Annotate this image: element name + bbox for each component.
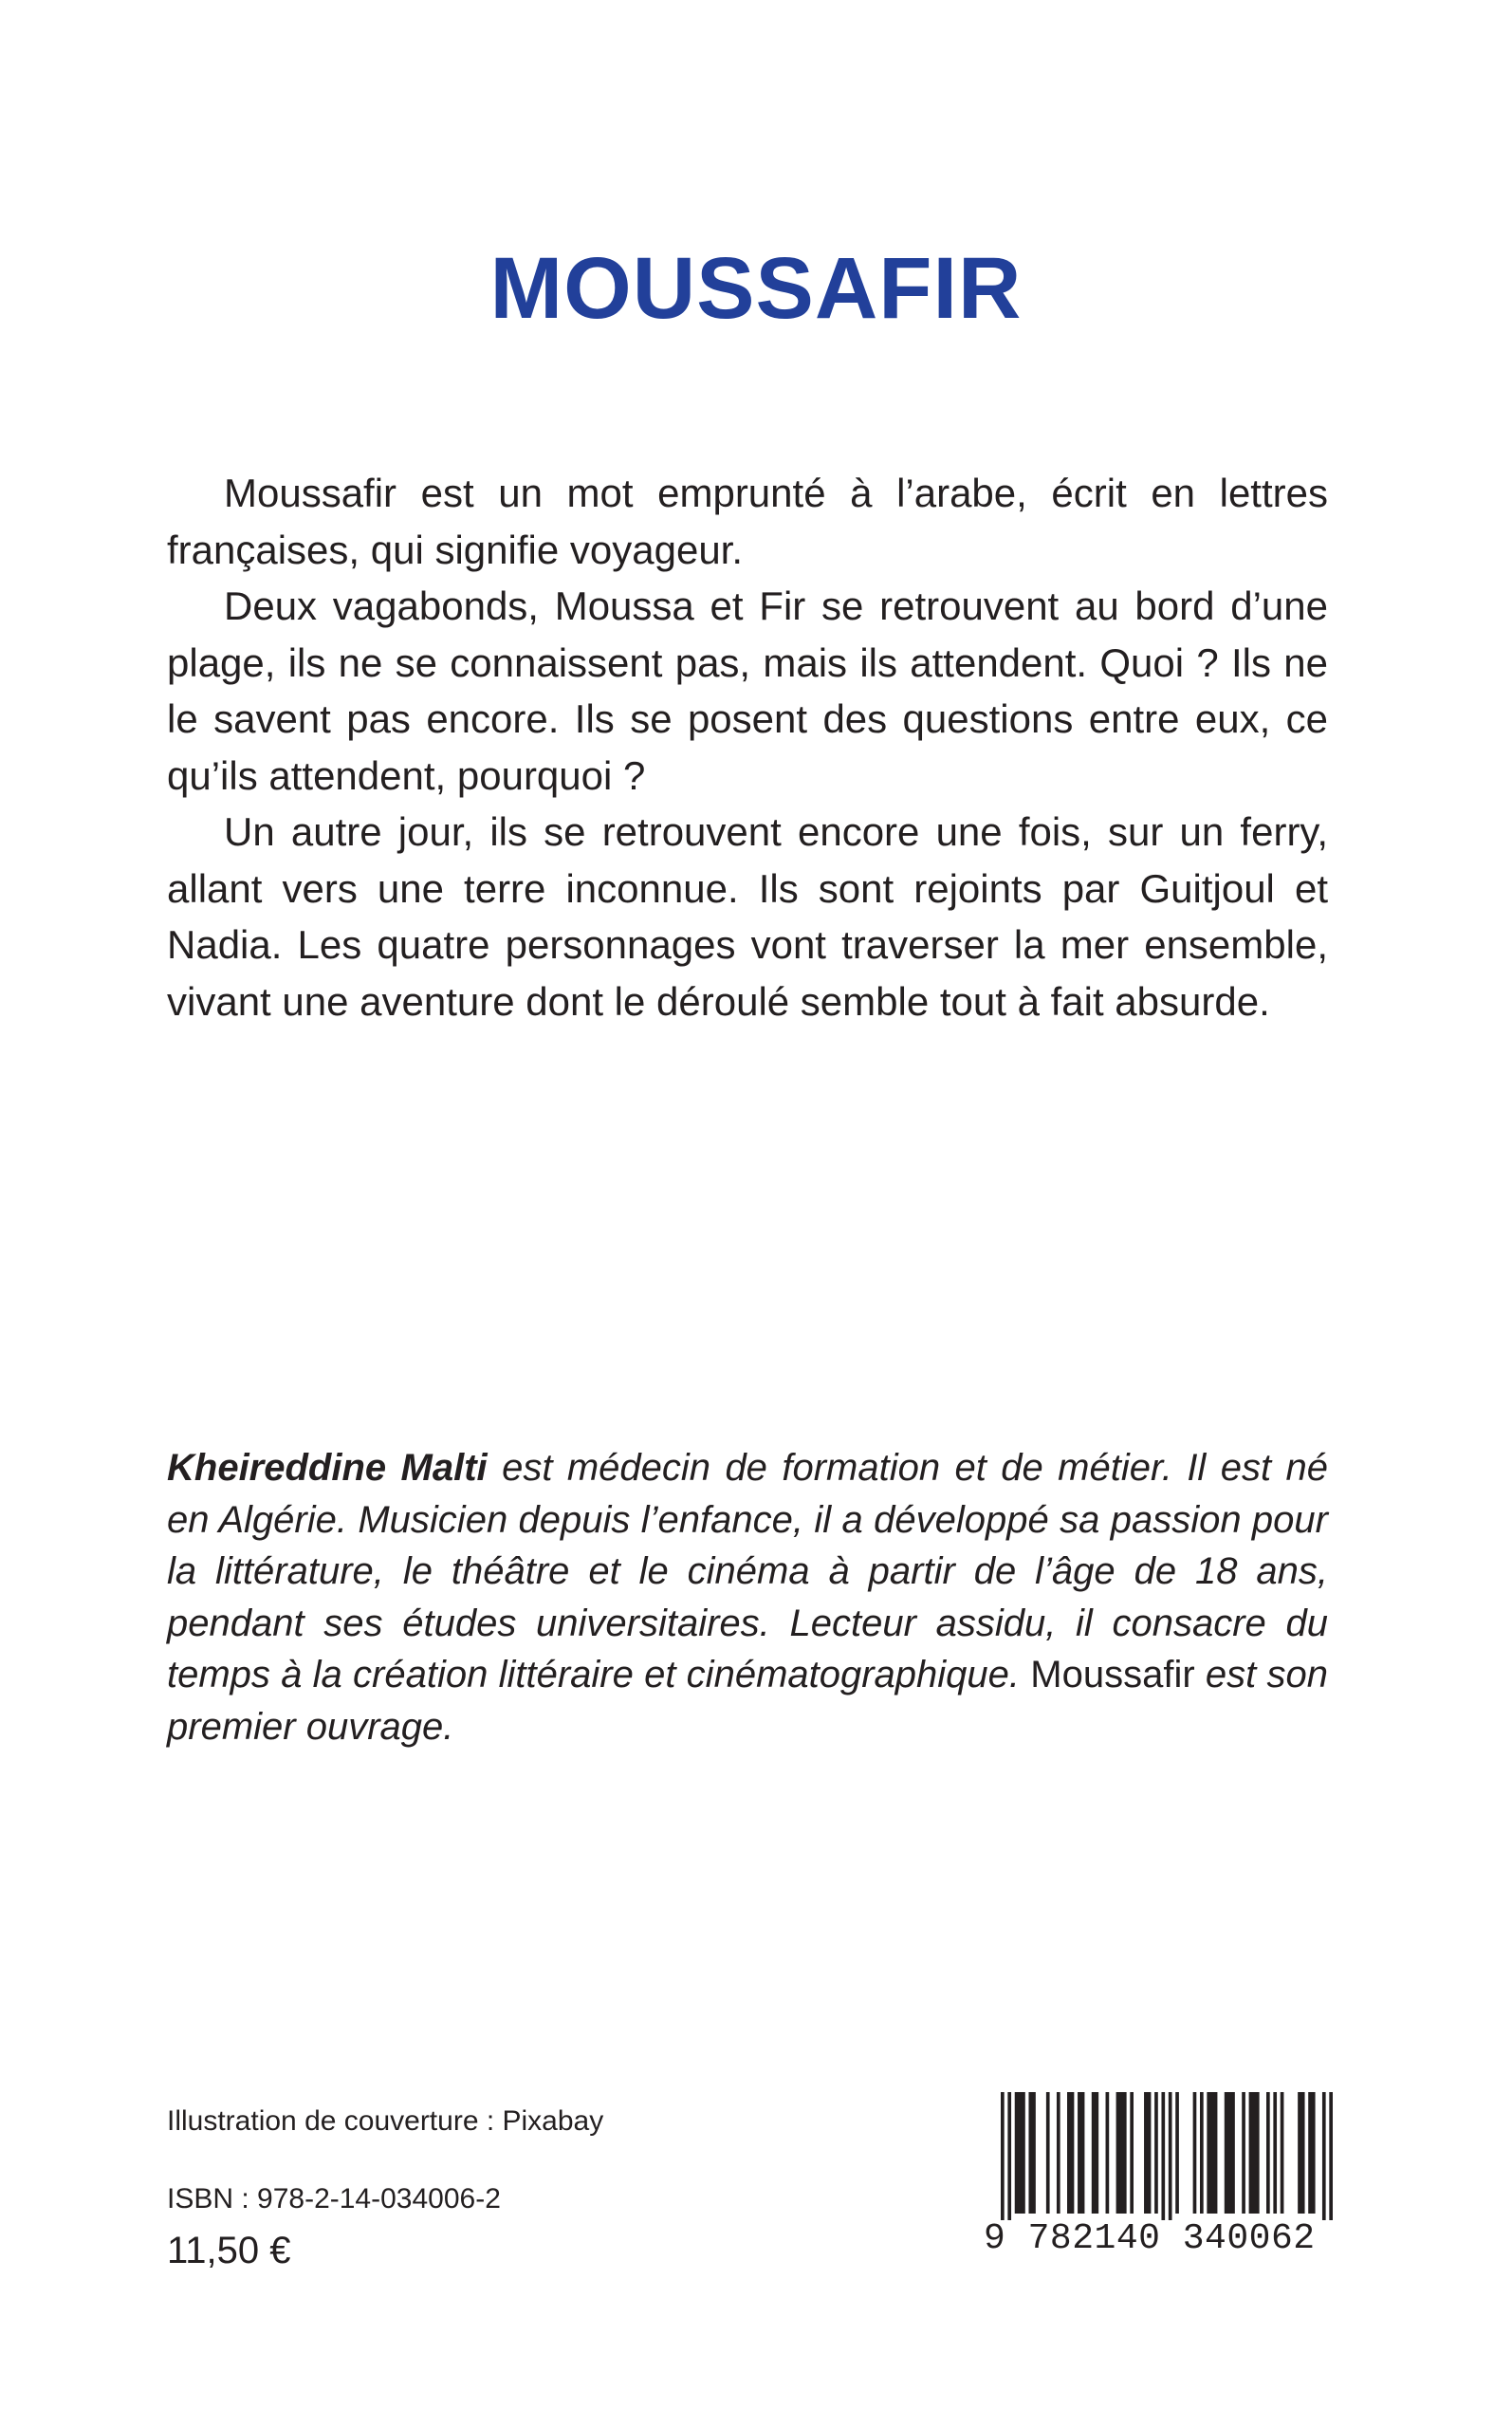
barcode-bar <box>1266 2092 1270 2214</box>
book-title: MOUSSAFIR <box>489 239 1023 337</box>
bio-text: est médecin de formation et de métier. Il est né en Algérie. Musicien depuis l’enfance, il a développé sa passion pour la littérature, le théâtre et le cinéma à partir de l’âge de 18 ans, pendant ses études universitaires. Lecteur assidu, il consacre du temps à la création littéraire et cinématographique. <box>167 1447 1328 1696</box>
barcode-bar <box>1046 2092 1050 2214</box>
barcode-bar <box>1242 2092 1245 2214</box>
synopsis-paragraph: Un autre jour, ils se retrouvent encore une fois, sur un ferry, allant vers une terre inconnue. Ils sont rejoints par Guitjoul et Nadia. Les quatre personnages vont traverser la mer ensemble, vivant une aventure dont le déroulé semble tout à fait absurde. <box>167 809 1328 1024</box>
synopsis-paragraph: Moussafir est un mot emprunté à l’arabe, écrit en lettres françaises, qui signifie voyageur. <box>167 471 1328 572</box>
barcode-bar <box>1116 2092 1127 2214</box>
author-bio <box>167 1442 1328 1752</box>
barcode-bar <box>1225 2092 1235 2214</box>
barcode-bar <box>1281 2092 1284 2214</box>
price: 11,50 € <box>167 2230 291 2271</box>
barcode-bar <box>1249 2092 1260 2214</box>
barcode-bar <box>1298 2092 1304 2214</box>
barcode-bar <box>1015 2092 1025 2214</box>
barcode-bar <box>1175 2092 1179 2214</box>
isbn: ISBN : 978-2-14-034006-2 <box>167 2183 501 2214</box>
cover-credit: Illustration de couverture : Pixabay <box>167 2105 604 2137</box>
barcode-bar <box>1078 2092 1084 2214</box>
barcode-bar <box>1273 2092 1277 2214</box>
barcode-bar <box>1154 2092 1158 2214</box>
barcode-bar <box>1207 2092 1217 2214</box>
barcode-bar <box>1193 2092 1197 2214</box>
barcode-bar <box>1092 2092 1098 2214</box>
barcode-bar <box>1007 2092 1011 2220</box>
barcode-bar <box>1200 2092 1204 2214</box>
barcode-bar <box>1329 2092 1333 2220</box>
barcode-bar <box>1130 2092 1134 2214</box>
book-reference: Moussafir <box>1030 1654 1195 1696</box>
barcode-bar <box>1169 2092 1172 2220</box>
barcode <box>1001 2092 1333 2296</box>
barcode-bar <box>1322 2092 1326 2220</box>
bio-text-end: est son premier ouvrage. <box>167 1654 1329 1748</box>
barcode-bars <box>1001 2092 1333 2220</box>
barcode-bar <box>1308 2092 1315 2214</box>
barcode-bar <box>1161 2092 1165 2220</box>
barcode-bar <box>1106 2092 1110 2214</box>
barcode-digits: 9 782140 340062 <box>984 2218 1316 2259</box>
barcode-bar <box>1144 2092 1151 2214</box>
synopsis-paragraph: Deux vagabonds, Moussa et Fir se retrouvent au bord d’une plage, ils ne se connaissent pas, mais ils attendent. Quoi ? Ils ne le savent pas encore. Ils se posent des questions entre eux, ce qu’ils attendent, pourquoi ? <box>167 584 1328 798</box>
author-name: Kheireddine Malti <box>167 1447 488 1489</box>
synopsis <box>167 465 1328 1029</box>
barcode-bar <box>1001 2092 1005 2220</box>
barcode-bar <box>1028 2092 1035 2214</box>
barcode-bar <box>1057 2092 1060 2214</box>
barcode-bar <box>1067 2092 1074 2214</box>
